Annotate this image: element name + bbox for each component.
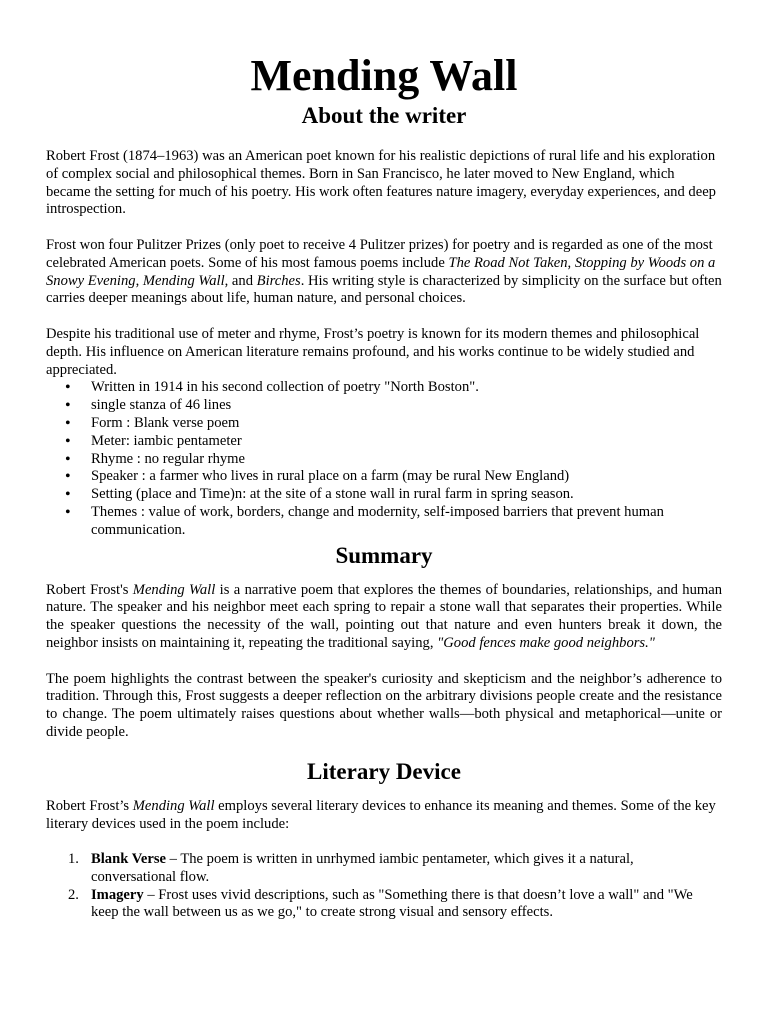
list-item: 1. Blank Verse – The poem is written in unrhymed iambic pentameter, which gives it a natural, conversational flow. bbox=[68, 851, 634, 885]
list-item: 2. Imagery – Frost uses vivid descriptions, such as "Something there is that doesn’t love a wall" and "We keep the wall between us as we go," to create strong visual and sensory effects. bbox=[68, 886, 693, 921]
list-item: • single stanza of 46 lines bbox=[46, 397, 722, 415]
list-item: • Rhyme : no regular rhyme bbox=[46, 451, 722, 469]
list-item: • Form : Blank verse poem bbox=[46, 415, 722, 433]
poem-facts-list bbox=[46, 379, 722, 539]
literary-intro-paragraph: Robert Frost’s Mending Wall employs several literary devices to enhance its meaning and themes. Some of the key literary devices used in the poem include: bbox=[46, 797, 716, 832]
device-term: Imagery bbox=[91, 886, 144, 903]
device-term: Blank Verse bbox=[91, 851, 167, 868]
poem-title-stopping-by-woods: Stopping by Woods on a Snowy Evening bbox=[46, 254, 716, 289]
about-writer-heading: About the writer bbox=[301, 103, 467, 128]
list-item: • Setting (place and Time)n: at the site of a stone wall in rural farm in spring season. bbox=[46, 486, 722, 504]
summary-paragraph-1: Robert Frost's Mending Wall is a narrative poem that explores the themes of boundaries, relationships, and human nature. The speaker and his neighbor meet each spring to repair a stone wall that separates their properties. While the speaker questions the necessity of the wall, pointing out that nature and even hunters break it down, the neighbor insists on maintaining it, repeating the traditional saying, "Good fences make good neighbors." bbox=[46, 581, 723, 651]
literary-device-heading: Literary Device bbox=[307, 758, 461, 784]
literary-devices-list bbox=[46, 851, 722, 922]
list-item: • Themes : value of work, borders, change and modernity, self-imposed barriers that prevent human communication. bbox=[46, 504, 722, 540]
document-title: Mending Wall bbox=[250, 51, 518, 100]
about-paragraph-2: Frost won four Pulitzer Prizes (only poet to receive 4 Pulitzer prizes) for poetry and is regarded as one of the most celebrated American poets. Some of his most famous poems include The Road Not Taken, Stopping by Woods on a Snowy Evening, Mending Wall, and Birches. His writing style is characterized by simplicity on the surface but often carries deeper meanings about life, human nature, and personal choices. bbox=[46, 236, 722, 307]
poem-title-road-not-taken: The Road Not Taken bbox=[448, 254, 568, 271]
list-item: • Written in 1914 in his second collection of poetry "North Boston". bbox=[46, 379, 722, 397]
quote-good-fences: "Good fences make good neighbors." bbox=[437, 634, 655, 651]
poem-title-mending-wall: Mending Wall bbox=[142, 272, 225, 289]
about-paragraph-1: Robert Frost (1874–1963) was an American poet known for his realistic depictions of rural life and his exploration of complex social and philosophical themes. Born in San Francisco, he later moved to New England, which became the setting for much of his poetry. His work often features nature imagery, everyday experiences, and deep introspection. bbox=[46, 148, 716, 218]
about-paragraph-3: Despite his traditional use of meter and rhyme, Frost’s poetry is known for its modern themes and philosophical depth. His influence on American literature remains profound, and his works continue to be widely studied and appreciated. bbox=[46, 325, 700, 378]
summary-paragraph-2: The poem highlights the contrast between the speaker's curiosity and skepticism and the neighbor’s adherence to tradition. Through this, Frost suggests a deeper reflection on the arbitrary divisions people create and the resistance to change. The poem ultimately raises questions about whether walls—both physical and metaphorical—unite or divide people. bbox=[46, 670, 722, 740]
poem-title-birches: Birches bbox=[256, 272, 301, 289]
list-item: • Meter: iambic pentameter bbox=[46, 433, 722, 451]
summary-heading: Summary bbox=[335, 542, 433, 568]
list-item: • Speaker : a farmer who lives in rural place on a farm (may be rural New England) bbox=[46, 468, 722, 486]
